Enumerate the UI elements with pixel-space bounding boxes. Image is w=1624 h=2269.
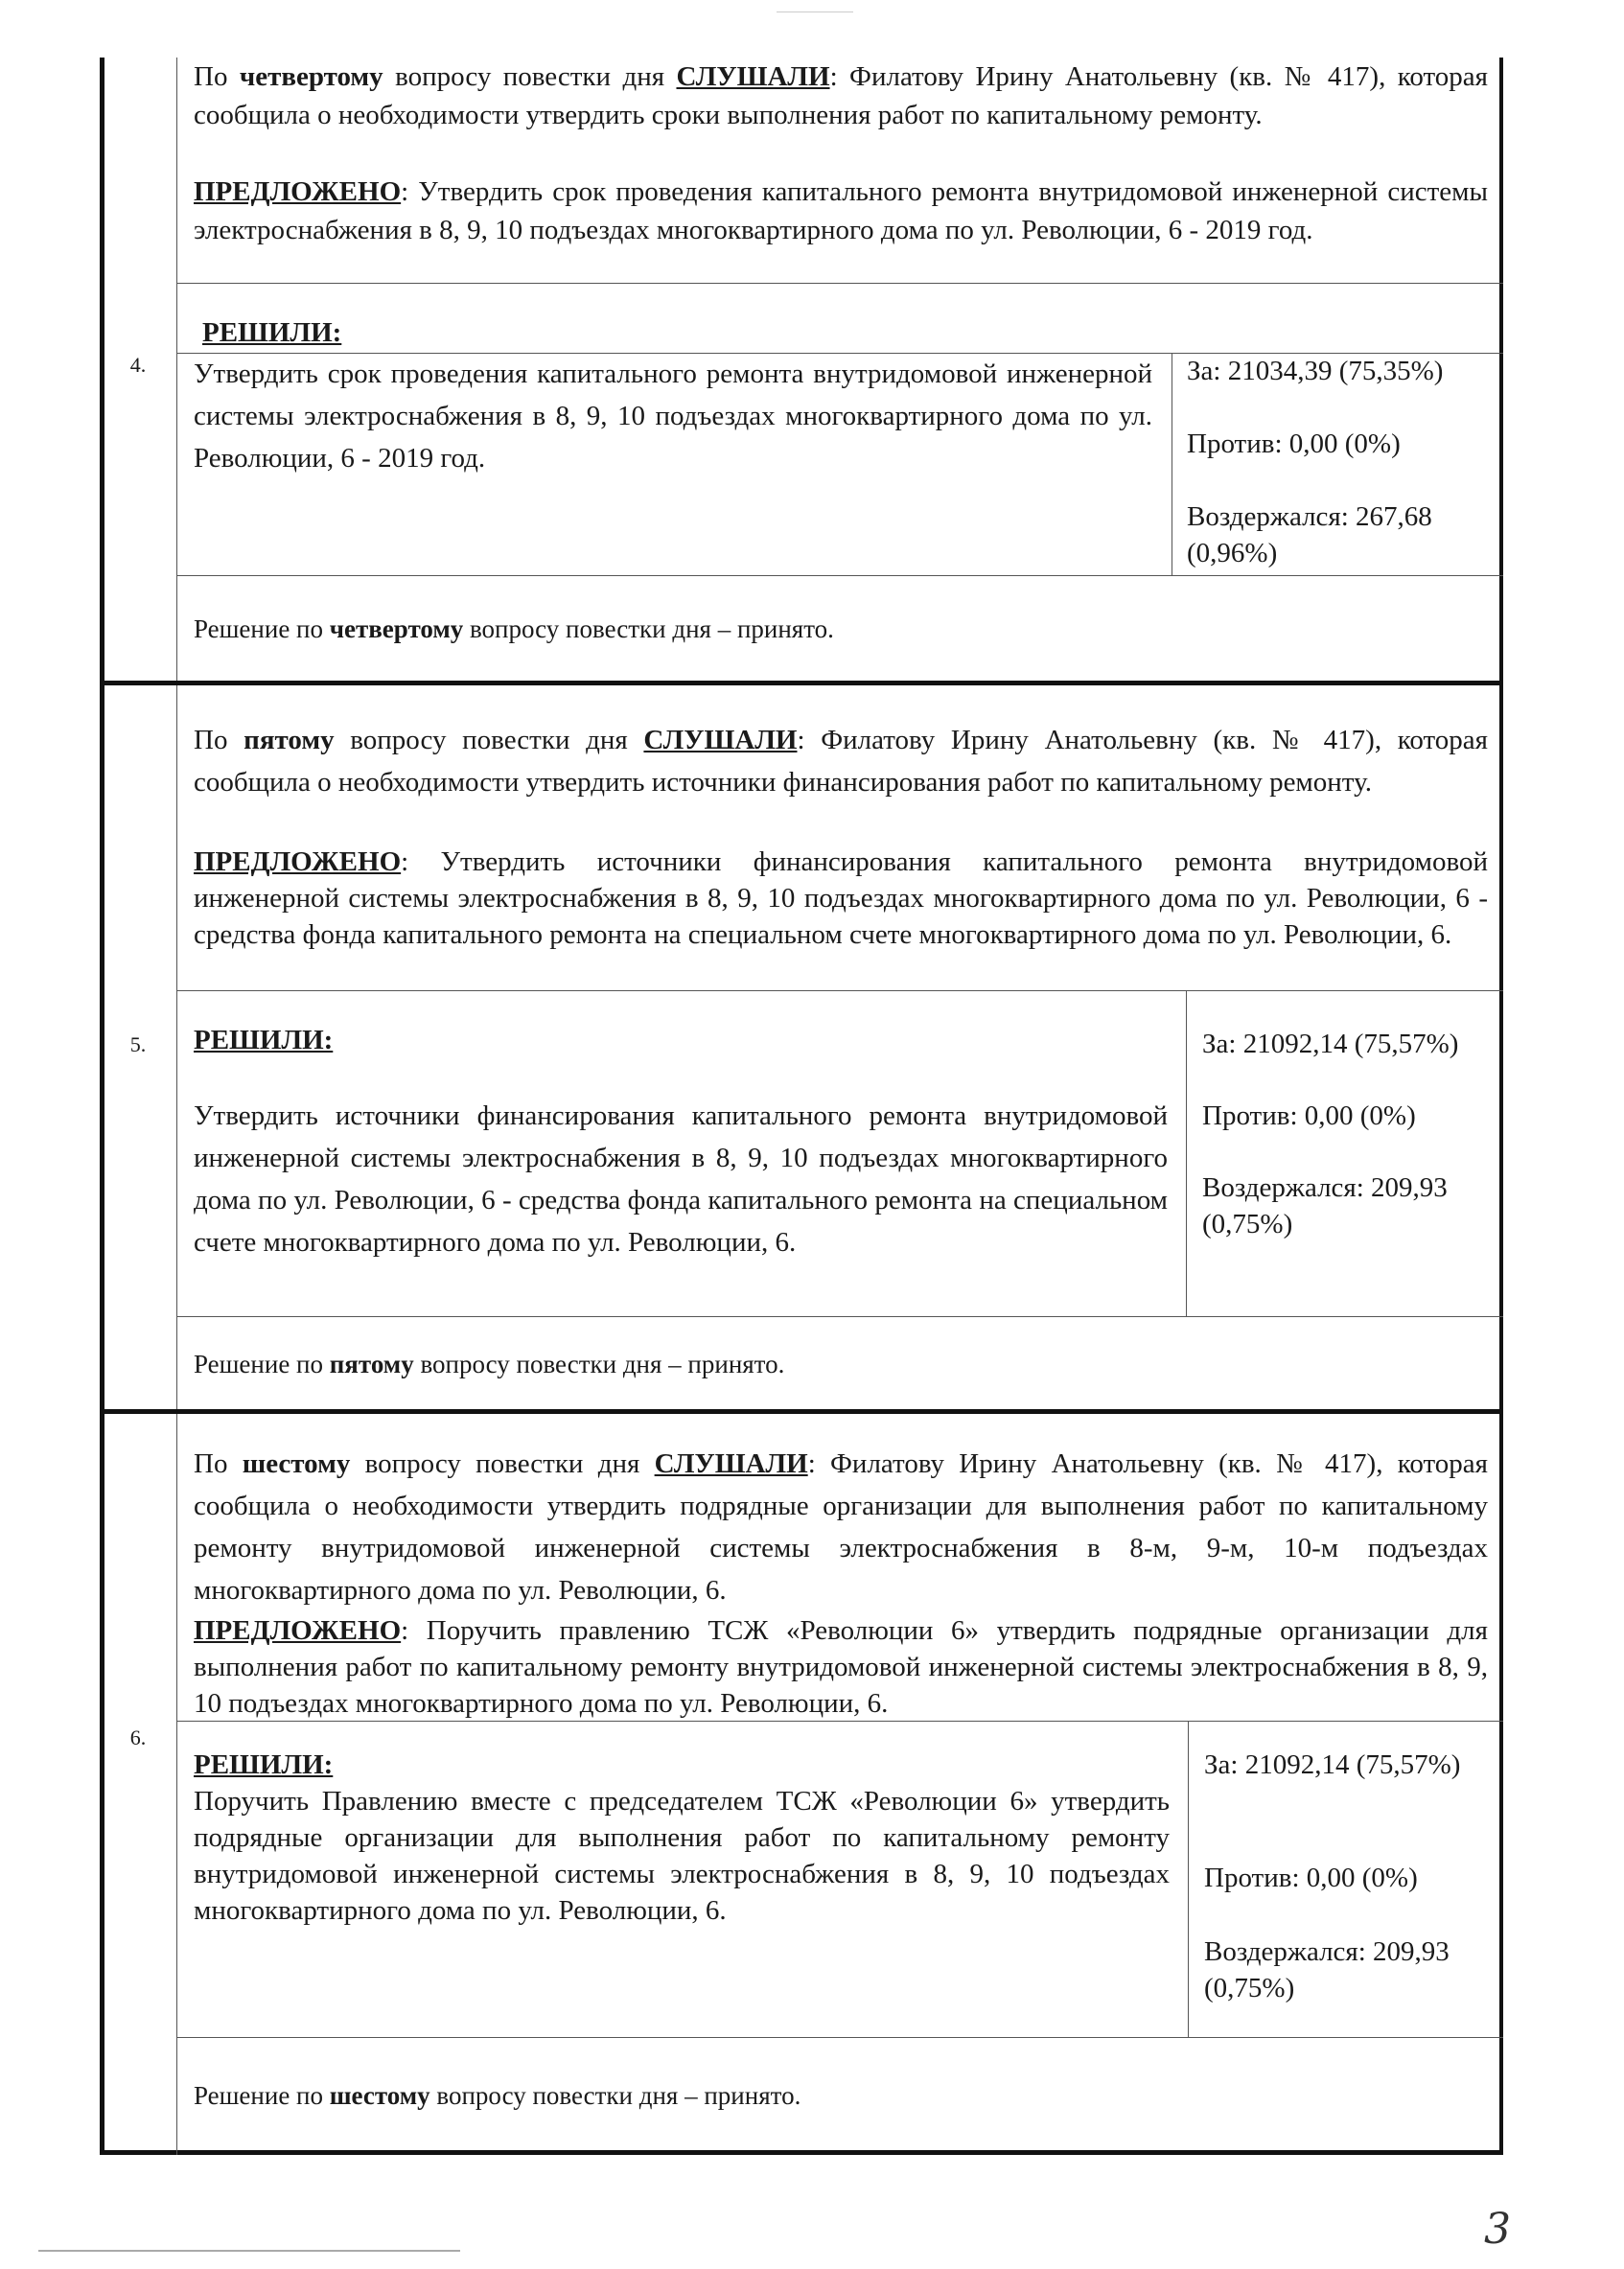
decided-label: РЕШИЛИ:	[194, 1749, 334, 1780]
footer-line	[38, 2250, 460, 2252]
vote-against: Против: 0,00 (0%)	[1204, 1863, 1418, 1893]
decided-label-row	[202, 313, 586, 352]
decided-label: РЕШИЛИ:	[202, 317, 342, 348]
proposed-paragraph: ПРЕДЛОЖЕНО: Утвердить источники финансирования капитального ремонта внутридомовой инженерной системы электроснабжения в 8, 9, 10 подъездах многоквартирного дома по ул. Революции, 6 - средства фонда капитального ремонта на специальном счете многоквартирного дома по ул. Революции, 6.	[194, 846, 1488, 950]
listened-label: СЛУШАЛИ	[643, 725, 798, 755]
decided-text: Поручить Правлению вместе с председателем ТСЖ «Революции 6» утвердить подрядные организации для выполнения работ по капитальному ремонту внутридомовой инженерной системы электроснабжения в 8, 9, 10 подъездах многоквартирного дома по ул. Революции, 6.	[194, 1786, 1170, 1926]
decision-result: Решение по пятому вопросу повестки дня – принято.	[194, 1350, 785, 1378]
decided-text: Утвердить срок проведения капитального ремонта внутридомовой инженерной системы электроснабжения в 8, 9, 10 подъездах многоквартирного дома по ул. Революции, 6 - 2019 год.	[194, 359, 1152, 474]
decided-label: РЕШИЛИ:	[194, 1025, 334, 1055]
vote-for: За: 21092,14 (75,57%)	[1202, 1029, 1459, 1059]
decision-result: Решение по четвертому вопросу повестки дня – принято.	[194, 614, 834, 643]
agenda-item-6	[100, 1414, 1503, 2155]
proposed-label: ПРЕДЛОЖЕНО	[194, 1615, 402, 1646]
vote-abstain: Воздержался: 209,93 (0,75%)	[1202, 1172, 1448, 1239]
proposed-label: ПРЕДЛОЖЕНО	[194, 846, 402, 877]
proposed-label: ПРЕДЛОЖЕНО	[194, 176, 402, 207]
decided-label-row	[194, 1021, 577, 1059]
agenda-item-5	[100, 685, 1503, 1409]
item-number: 5.	[129, 1032, 147, 1056]
proposed-paragraph: ПРЕДЛОЖЕНО: Утвердить срок проведения капитального ремонта внутридомовой инженерной системы электроснабжения в 8, 9, 10 подъездах многоквартирного дома по ул. Революции, 6 - 2019 год.	[194, 176, 1488, 245]
listened-label: СЛУШАЛИ	[654, 1448, 808, 1479]
agenda-item-4	[100, 58, 1503, 683]
listened-paragraph: По шестому вопросу повестки дня СЛУШАЛИ: Филатову Ирину Анатольевну (кв. № 417), которая сообщила о необходимости утвердить подрядные организации для выполнения работ по капитальному ремонту внутридомовой инженерной системы электроснабжения в 8-м, 9-м, 10-м подъездах многоквартирного дома по ул. Революции, 6.	[194, 1448, 1488, 1606]
listened-label: СЛУШАЛИ	[676, 61, 830, 92]
item-number: 4.	[129, 353, 147, 377]
item-number: 6.	[129, 1725, 147, 1749]
decided-block	[194, 1747, 1170, 1929]
decision-result: Решение по шестому вопросу повестки дня – принято.	[194, 2081, 801, 2110]
vote-abstain: Воздержался: 267,68 (0,96%)	[1187, 501, 1432, 568]
proposed-paragraph: ПРЕДЛОЖЕНО: Поручить правлению ТСЖ «Революции 6» утвердить подрядные организации для выполнения работ по капитальному ремонту внутридомовой инженерной системы электроснабжения в 8, 9, 10 подъездах многоквартирного дома по ул. Революции, 6.	[194, 1615, 1488, 1719]
vote-for: За: 21092,14 (75,57%)	[1204, 1749, 1461, 1780]
listened-paragraph: По четвертому вопросу повестки дня СЛУШАЛИ: Филатову Ирину Анатольевну (кв. № 417), которая сообщила о необходимости утвердить сроки выполнения работ по капитальному ремонту.	[194, 61, 1488, 130]
vote-abstain: Воздержался: 209,93 (0,75%)	[1204, 1936, 1450, 2003]
vote-against: Против: 0,00 (0%)	[1202, 1100, 1416, 1131]
vote-for: За: 21034,39 (75,35%)	[1187, 356, 1444, 386]
decided-text: Утвердить источники финансирования капитального ремонта внутридомовой инженерной системы электроснабжения в 8, 9, 10 подъездах многоквартирного дома по ул. Революции, 6 - средства фонда капитального ремонта на специальном счете многоквартирного дома по ул. Революции, 6.	[194, 1100, 1168, 1258]
page-number: 3	[1484, 2205, 1511, 2254]
vote-against: Против: 0,00 (0%)	[1187, 428, 1401, 459]
listened-paragraph: По пятому вопросу повестки дня СЛУШАЛИ: Филатову Ирину Анатольевну (кв. № 417), которая сообщила о необходимости утвердить источники финансирования работ по капитальному ремонту.	[194, 725, 1488, 798]
